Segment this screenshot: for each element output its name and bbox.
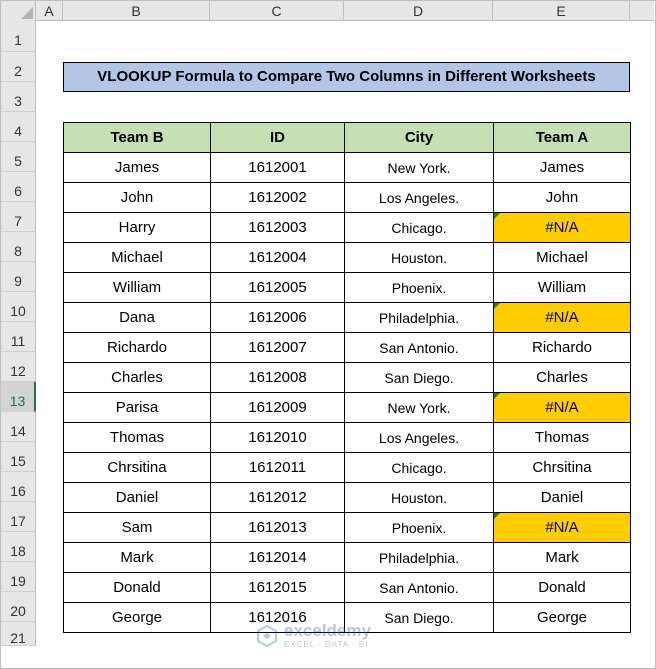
city-cell[interactable]: San Antonio. bbox=[345, 573, 494, 603]
team-b-cell[interactable]: Michael bbox=[64, 243, 211, 273]
team-b-cell[interactable]: Daniel bbox=[64, 483, 211, 513]
id-cell[interactable]: 1612014 bbox=[211, 543, 345, 573]
team-b-cell[interactable]: William bbox=[64, 273, 211, 303]
team-a-cell[interactable]: Michael bbox=[494, 243, 631, 273]
team-a-cell[interactable]: George bbox=[494, 603, 631, 633]
row-header-17[interactable]: 17 bbox=[1, 502, 36, 532]
exceldemy-logo-icon bbox=[256, 625, 278, 647]
row-header-12[interactable]: 12 bbox=[1, 352, 36, 382]
row-header-19[interactable]: 19 bbox=[1, 562, 36, 592]
header-id[interactable]: ID bbox=[211, 123, 345, 153]
table-row bbox=[64, 423, 631, 453]
column-header-b[interactable]: B bbox=[63, 1, 210, 21]
table-row bbox=[64, 333, 631, 363]
city-cell[interactable]: Los Angeles. bbox=[345, 423, 494, 453]
row-header-7[interactable]: 7 bbox=[1, 202, 36, 232]
table-row bbox=[64, 363, 631, 393]
city-cell[interactable]: Philadelphia. bbox=[345, 543, 494, 573]
table-row bbox=[64, 153, 631, 183]
exceldemy-watermark bbox=[256, 622, 371, 649]
watermark-name: exceldemy bbox=[284, 621, 371, 640]
id-cell[interactable]: 1612011 bbox=[211, 453, 345, 483]
city-cell[interactable]: Phoenix. bbox=[345, 513, 494, 543]
column-header-blank bbox=[630, 1, 654, 21]
id-cell[interactable]: 1612016 bbox=[211, 603, 345, 633]
table-row bbox=[64, 393, 631, 423]
row-header-4[interactable]: 4 bbox=[1, 112, 36, 142]
table-row bbox=[64, 573, 631, 603]
id-cell[interactable]: 1612003 bbox=[211, 213, 345, 243]
row-header-15[interactable]: 15 bbox=[1, 442, 36, 472]
row-header-13[interactable]: 13 bbox=[1, 382, 36, 412]
id-cell[interactable]: 1612012 bbox=[211, 483, 345, 513]
row-header-11[interactable]: 11 bbox=[1, 322, 36, 352]
row-header-6[interactable]: 6 bbox=[1, 172, 36, 202]
table-row bbox=[64, 513, 631, 543]
team-a-cell[interactable]: Mark bbox=[494, 543, 631, 573]
id-cell[interactable]: 1612006 bbox=[211, 303, 345, 333]
id-cell[interactable]: 1612008 bbox=[211, 363, 345, 393]
team-a-cell[interactable]: Chrsitina bbox=[494, 453, 631, 483]
table-row bbox=[64, 183, 631, 213]
table-row bbox=[64, 243, 631, 273]
row-header-18[interactable]: 18 bbox=[1, 532, 36, 562]
row-header-2[interactable]: 2 bbox=[1, 52, 36, 82]
city-cell[interactable]: Houston. bbox=[345, 243, 494, 273]
comparison-table bbox=[63, 122, 631, 633]
column-header-c[interactable]: C bbox=[210, 1, 344, 21]
id-cell[interactable]: 1612005 bbox=[211, 273, 345, 303]
watermark-tagline: EXCEL · DATA · BI bbox=[284, 640, 369, 649]
team-b-cell[interactable]: Dana bbox=[64, 303, 211, 333]
team-a-cell[interactable]: James bbox=[494, 153, 631, 183]
team-a-cell[interactable]: #N/A bbox=[494, 513, 631, 543]
team-b-cell[interactable]: Sam bbox=[64, 513, 211, 543]
city-cell[interactable]: Philadelphia. bbox=[345, 303, 494, 333]
team-a-cell[interactable]: Daniel bbox=[494, 483, 631, 513]
row-header-20[interactable]: 20 bbox=[1, 592, 36, 622]
team-b-cell[interactable]: Richardo bbox=[64, 333, 211, 363]
city-cell[interactable]: Houston. bbox=[345, 483, 494, 513]
column-header-a[interactable]: A bbox=[36, 1, 63, 21]
column-header-e[interactable]: E bbox=[493, 1, 630, 21]
team-b-cell[interactable]: Thomas bbox=[64, 423, 211, 453]
id-cell[interactable]: 1612002 bbox=[211, 183, 345, 213]
city-cell[interactable]: San Antonio. bbox=[345, 333, 494, 363]
team-a-cell[interactable]: Thomas bbox=[494, 423, 631, 453]
column-header-d[interactable]: D bbox=[344, 1, 493, 21]
team-b-cell[interactable]: John bbox=[64, 183, 211, 213]
city-cell[interactable]: New York. bbox=[345, 153, 494, 183]
table-row bbox=[64, 543, 631, 573]
team-b-cell[interactable]: Donald bbox=[64, 573, 211, 603]
city-cell[interactable]: Los Angeles. bbox=[345, 183, 494, 213]
select-all-corner[interactable] bbox=[1, 1, 36, 22]
team-b-cell[interactable]: Harry bbox=[64, 213, 211, 243]
team-a-cell[interactable]: William bbox=[494, 273, 631, 303]
id-cell[interactable]: 1612004 bbox=[211, 243, 345, 273]
table-row bbox=[64, 213, 631, 243]
row-header-16[interactable]: 16 bbox=[1, 472, 36, 502]
row-header-8[interactable]: 8 bbox=[1, 232, 36, 262]
city-cell[interactable]: Phoenix. bbox=[345, 273, 494, 303]
row-header-3[interactable]: 3 bbox=[1, 82, 36, 112]
row-header-21[interactable]: 21 bbox=[1, 622, 36, 646]
table-row bbox=[64, 303, 631, 333]
row-header-14[interactable]: 14 bbox=[1, 412, 36, 442]
team-b-cell[interactable]: Charles bbox=[64, 363, 211, 393]
id-cell[interactable]: 1612007 bbox=[211, 333, 345, 363]
id-cell[interactable]: 1612013 bbox=[211, 513, 345, 543]
team-a-cell[interactable]: #N/A bbox=[494, 303, 631, 333]
city-cell[interactable]: San Diego. bbox=[345, 603, 494, 633]
row-header-1[interactable]: 1 bbox=[1, 21, 36, 52]
team-a-cell[interactable]: John bbox=[494, 183, 631, 213]
sheet-title[interactable]: VLOOKUP Formula to Compare Two Columns in Different Worksheets bbox=[63, 62, 630, 92]
team-b-cell[interactable]: Chrsitina bbox=[64, 453, 211, 483]
city-cell[interactable]: San Diego. bbox=[345, 363, 494, 393]
header-city[interactable]: City bbox=[345, 123, 494, 153]
row-header-10[interactable]: 10 bbox=[1, 292, 36, 322]
team-b-cell[interactable]: Parisa bbox=[64, 393, 211, 423]
id-cell[interactable]: 1612001 bbox=[211, 153, 345, 183]
table-row bbox=[64, 483, 631, 513]
id-cell[interactable]: 1612009 bbox=[211, 393, 345, 423]
header-team-b[interactable]: Team B bbox=[64, 123, 211, 153]
row-header-5[interactable]: 5 bbox=[1, 142, 36, 172]
city-cell[interactable]: Chicago. bbox=[345, 213, 494, 243]
team-b-cell[interactable]: George bbox=[64, 603, 211, 633]
select-all-triangle-icon bbox=[21, 7, 33, 19]
city-cell[interactable]: Chicago. bbox=[345, 453, 494, 483]
team-a-cell[interactable]: Donald bbox=[494, 573, 631, 603]
header-team-a[interactable]: Team A bbox=[494, 123, 631, 153]
team-b-cell[interactable]: Mark bbox=[64, 543, 211, 573]
city-cell[interactable]: New York. bbox=[345, 393, 494, 423]
team-a-cell[interactable]: Charles bbox=[494, 363, 631, 393]
team-a-cell[interactable]: #N/A bbox=[494, 393, 631, 423]
table-row bbox=[64, 273, 631, 303]
team-a-cell[interactable]: #N/A bbox=[494, 213, 631, 243]
team-a-cell[interactable]: Richardo bbox=[494, 333, 631, 363]
team-b-cell[interactable]: James bbox=[64, 153, 211, 183]
table-row bbox=[64, 453, 631, 483]
id-cell[interactable]: 1612010 bbox=[211, 423, 345, 453]
row-header-9[interactable]: 9 bbox=[1, 262, 36, 292]
id-cell[interactable]: 1612015 bbox=[211, 573, 345, 603]
